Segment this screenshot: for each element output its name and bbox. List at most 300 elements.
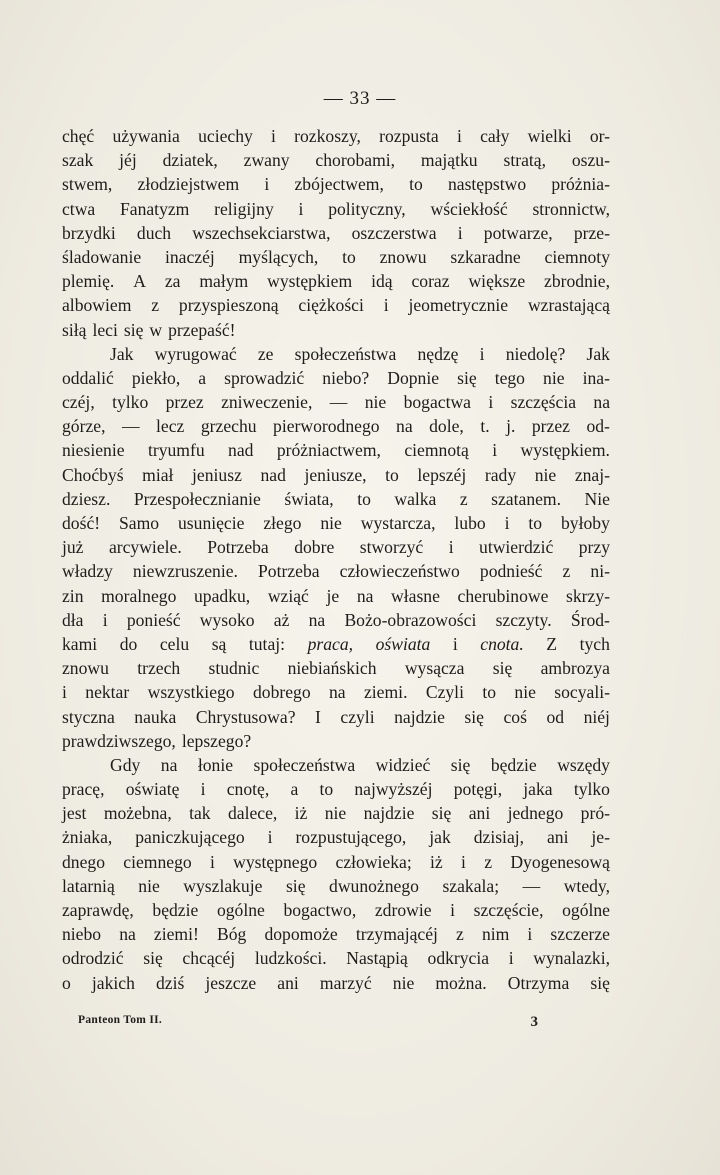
word: niebiańskich (287, 658, 377, 679)
word: nad (260, 464, 286, 485)
word: zwany (243, 150, 290, 171)
word: wtedy, (563, 875, 610, 896)
word: I (315, 706, 321, 727)
word: nędzę (417, 343, 459, 364)
word: wziąć (267, 585, 309, 606)
word: rady (484, 464, 517, 485)
word: są (211, 633, 227, 654)
word: ogólne (216, 900, 265, 920)
word: już (62, 537, 84, 558)
word: leci (92, 319, 118, 340)
word: ogólne (562, 900, 610, 920)
word: sprowadzić (224, 367, 305, 388)
word: prawdziwszego, (62, 730, 176, 751)
word: j. (506, 416, 516, 437)
word: na (396, 416, 413, 437)
word: z (459, 488, 468, 509)
word: podnieść (479, 561, 543, 582)
word: coraz (411, 271, 450, 292)
word: czyli (340, 706, 375, 727)
word: odkrycia (427, 948, 490, 969)
word: styczna (62, 706, 115, 727)
word: będzie (152, 900, 199, 920)
word: się (492, 658, 513, 679)
word: wysącza (404, 658, 465, 679)
word: rozpustującego, (295, 827, 407, 848)
word: zniweczenie, (221, 392, 313, 413)
word: i (102, 609, 108, 630)
word: wysoko (199, 609, 255, 630)
word: możebna, (103, 803, 172, 824)
text-line (62, 874, 610, 898)
word: nie (320, 513, 342, 533)
word: i (492, 440, 498, 461)
text-line (62, 680, 610, 704)
word: na (593, 392, 610, 413)
word: lepszego? (181, 730, 252, 751)
word: człowieka; (335, 851, 412, 872)
word: występkiem (267, 271, 353, 292)
word: następstwo (447, 174, 527, 195)
word: wynalazki, (533, 948, 610, 969)
word: Nastąpią (346, 948, 408, 969)
word: łonie (197, 754, 234, 775)
word: wyszlakuje (183, 875, 263, 896)
word: dobre (294, 537, 335, 558)
text-line (62, 705, 610, 729)
word: z (151, 295, 160, 316)
word: chorobami, (315, 150, 396, 171)
word: próżniactwem, (276, 440, 381, 461)
text-line (62, 366, 610, 390)
word: ani (546, 827, 569, 848)
word: nie (392, 972, 415, 993)
word: rozpusta (379, 126, 439, 146)
word: do (119, 633, 138, 654)
word: rozkoszy, (294, 126, 361, 146)
word: społeczeństwa (253, 754, 356, 775)
text-line (62, 535, 610, 559)
word: jeszcze (205, 972, 257, 993)
text-line (62, 584, 610, 608)
word: stronnictw, (532, 198, 610, 219)
text-line (62, 632, 610, 656)
word: brzydki (62, 222, 116, 243)
word: można. (435, 972, 487, 993)
word: się (285, 875, 306, 896)
word: szczerze (550, 924, 610, 945)
word: i (264, 174, 270, 195)
word: marzyć (319, 972, 372, 993)
word: wszystkiego (147, 682, 235, 703)
text-line (62, 801, 610, 825)
text-line (62, 825, 610, 849)
word: myślących, (238, 246, 319, 267)
word: wielki (527, 126, 572, 146)
word: szak (62, 150, 94, 171)
word: nie (514, 682, 536, 703)
text-line (62, 293, 610, 317)
word: zin (62, 585, 84, 606)
word: wzrastającą (527, 295, 610, 316)
word: szczęście, (473, 900, 544, 920)
word: tego (494, 367, 525, 388)
word: uciechy (198, 126, 253, 146)
word: ponieść (126, 609, 181, 630)
word: znowu (379, 246, 427, 267)
word: tryumfu (147, 440, 205, 461)
word: latarnią (62, 875, 115, 896)
word: Dopnie (387, 367, 440, 388)
word: t. (480, 416, 490, 437)
word: plemię. (62, 271, 115, 292)
word: najwyższéj (354, 779, 433, 800)
word: zbójectwem, (294, 174, 384, 195)
word: używania (112, 126, 180, 146)
word: oszu- (571, 150, 610, 171)
text-line (62, 946, 610, 970)
word: wystarcza, (360, 513, 436, 533)
word: to (528, 513, 543, 533)
word: to (357, 488, 371, 509)
word: jaka (523, 779, 553, 800)
word: pracę, (62, 779, 105, 800)
word: tak (189, 803, 211, 824)
word: Chrystusowa? (195, 706, 296, 727)
word: Przespołecznianie (133, 488, 261, 509)
word: złodziejstwem (137, 174, 240, 195)
text-line (62, 487, 610, 511)
word: trzech (137, 658, 181, 679)
word: przyspieszoną (178, 295, 279, 316)
word: ze (257, 343, 274, 364)
word: na (160, 754, 178, 775)
word: inaczéj (164, 246, 215, 267)
word: od (546, 706, 565, 727)
text-line (62, 221, 610, 245)
word: od- (586, 416, 610, 437)
word: Środ- (570, 609, 610, 630)
word: i (450, 900, 456, 920)
word: ctwa (62, 198, 96, 219)
word: niebo? (322, 367, 370, 388)
word: wszechsekciarstwa, (192, 222, 331, 243)
word: dzisiaj, (473, 827, 525, 848)
word: pró- (580, 803, 610, 824)
word: moralnego (101, 585, 177, 606)
word: występkiem. (520, 440, 610, 461)
word: arcywiele. (108, 537, 182, 558)
word: oszczerstwa (351, 222, 437, 243)
word: Bóg (216, 924, 247, 945)
word: i (209, 851, 215, 872)
word: dwunożnego (329, 875, 419, 896)
word: i (504, 513, 510, 533)
word: cherubinowe (457, 585, 549, 606)
word: i (271, 126, 276, 146)
word: ni- (590, 561, 610, 582)
word: dobrego (252, 682, 311, 703)
text-line (62, 971, 610, 995)
word: Potrzeba (207, 537, 269, 558)
word: większe (468, 271, 526, 292)
word: duch (136, 222, 172, 243)
word: jak (429, 827, 451, 848)
word: miał (142, 464, 174, 485)
word: tylko (112, 392, 149, 413)
word: ina- (582, 367, 610, 388)
word: jakich (91, 972, 135, 993)
word: majątku (420, 150, 478, 171)
word: występnego (233, 851, 318, 872)
word: ziemi. (363, 682, 408, 703)
word: na (356, 585, 374, 606)
word: przez (165, 392, 204, 413)
word: to (482, 682, 497, 703)
word: oświatę (125, 779, 180, 800)
word: zbrodnie, (544, 271, 610, 292)
word: się (431, 803, 452, 824)
word: jest (62, 803, 87, 824)
text-line (62, 511, 610, 535)
word: Choćbyś (62, 464, 124, 485)
word: A (133, 271, 146, 292)
word: małym (199, 271, 249, 292)
word: Nie (584, 488, 610, 509)
word: nie (364, 392, 387, 413)
word: się (450, 754, 471, 775)
word: będzie (490, 754, 537, 775)
word: celu (159, 633, 190, 654)
text-line (62, 922, 610, 946)
word: i (508, 948, 514, 969)
word: jeniusz (192, 464, 242, 485)
text-line (62, 124, 610, 148)
word: niewzruszenie. (132, 561, 238, 582)
word: szczęścia (510, 392, 577, 413)
word: ciemnego (123, 851, 192, 872)
word: i (456, 126, 462, 146)
word: z (456, 924, 464, 945)
word: i (488, 392, 494, 413)
word: je- (591, 827, 610, 848)
word: dła (62, 609, 84, 630)
word: oddalić (62, 367, 114, 388)
word: — (522, 875, 541, 896)
word: próżnia- (551, 174, 610, 195)
word: się (123, 319, 144, 340)
word: na (329, 682, 346, 703)
word: cały (480, 126, 510, 146)
word: or- (589, 126, 610, 146)
word: wyrugować (154, 343, 237, 364)
word: siłą (62, 319, 87, 340)
text-line (62, 438, 610, 462)
word: to (319, 779, 334, 800)
word: a (290, 779, 299, 800)
word: walka (394, 488, 437, 509)
word: zaprawdę, (62, 900, 134, 920)
word: dole, (429, 416, 464, 437)
word: bogactwa (403, 392, 471, 413)
word: chcącéj (182, 948, 236, 969)
word: to (342, 246, 356, 267)
word: — (121, 416, 140, 437)
word: nie (543, 367, 565, 388)
text-line (62, 245, 610, 269)
word: stratą, (503, 150, 546, 171)
word: Otrzyma (507, 972, 570, 993)
word: z (562, 561, 571, 582)
word: oświata (375, 633, 431, 654)
word: nektar (85, 682, 130, 703)
word: jeometrycznie (408, 295, 509, 316)
word: jednego (507, 803, 564, 824)
word: grzechu (200, 416, 257, 437)
word: znaj- (574, 464, 610, 485)
word: dalece, (227, 803, 278, 824)
word: ziemi! (153, 924, 199, 945)
word: polityczny, (328, 198, 406, 219)
word: cnota. (480, 633, 524, 654)
word: się (457, 367, 477, 388)
word: iż (430, 851, 443, 872)
word: tutaj: (248, 633, 286, 654)
word: a (198, 367, 207, 388)
word: piekło, (131, 367, 181, 388)
word: lepszéj (417, 464, 467, 485)
word: Dyogenesową (510, 851, 610, 872)
word: i (527, 924, 533, 945)
word: szkaradne (450, 246, 521, 267)
word: je (326, 585, 340, 606)
word: bogactwo, (283, 900, 357, 920)
word: przepaść! (168, 319, 236, 340)
word: i (267, 827, 273, 848)
word: Jak (110, 343, 134, 364)
word: ludzkości. (254, 948, 327, 969)
word: społeczeństwa (294, 343, 397, 364)
word: najdzie (363, 803, 415, 824)
word: — (329, 392, 348, 413)
word: władzy (62, 561, 113, 582)
text-line (62, 390, 610, 414)
word: dość! (62, 513, 101, 533)
word: to (385, 464, 399, 485)
word: byłoby (561, 513, 610, 533)
word: nauka (134, 706, 177, 727)
word: tych (579, 633, 610, 654)
word: przez (531, 416, 570, 437)
word: idą (371, 271, 393, 292)
word: najdzie (394, 706, 445, 727)
word: świata, (284, 488, 334, 509)
text-line (62, 148, 610, 172)
word: niedolę? (505, 343, 566, 364)
word: wściekłość (430, 198, 508, 219)
word: wszędy (557, 754, 610, 775)
word: szatanem. (491, 488, 562, 509)
word: trzymającéj (355, 924, 438, 945)
word: usunięcie (178, 513, 245, 533)
word: religijny (214, 198, 274, 219)
word: niesienie (62, 440, 125, 461)
word: nad (228, 440, 254, 461)
word: jéj (119, 150, 137, 171)
word: i (200, 779, 206, 800)
word: śladowanie (62, 246, 142, 267)
word: na (119, 924, 136, 945)
word: człowieczeństwo (339, 561, 460, 582)
word: lecz (156, 416, 185, 437)
word: utwierdzić (479, 537, 554, 558)
word: aż (273, 609, 290, 630)
word: dopomoże (264, 924, 338, 945)
word: własne (391, 585, 440, 606)
text-line (62, 656, 610, 680)
word: ambrozya (540, 658, 610, 679)
word: to (409, 174, 423, 195)
word: dnego (62, 851, 105, 872)
text-line (62, 777, 610, 801)
word: i (298, 198, 304, 219)
text-line (62, 318, 610, 342)
word: odrodzić (62, 948, 124, 969)
printer-signature: Panteon Tom II. (78, 1014, 163, 1026)
word: i (452, 633, 458, 654)
word: niebo (62, 924, 102, 945)
word: paniczkującego (135, 827, 245, 848)
text-line (62, 559, 610, 583)
word: nie (534, 464, 557, 485)
sheet-number: 3 (530, 1014, 538, 1030)
word: dziś (155, 972, 185, 993)
word: ani (468, 803, 491, 824)
text-line (62, 414, 610, 438)
text-line (62, 463, 610, 487)
word: się (590, 972, 610, 993)
word: nim (481, 924, 510, 945)
text-line (62, 608, 610, 632)
word: nie (138, 875, 160, 896)
word: pierworodnego (273, 416, 380, 437)
text-line (62, 172, 610, 196)
word: i (457, 222, 463, 243)
word: praca, (307, 633, 354, 654)
word: znowu (62, 658, 109, 679)
word: iż (294, 803, 308, 824)
word: Potrzeba (258, 561, 320, 582)
word: i (461, 851, 466, 872)
word: ciężkości (298, 295, 364, 316)
word: na (308, 609, 326, 630)
word: dziatek, (162, 150, 218, 171)
word: górze, (62, 416, 106, 437)
word: skrzy- (566, 585, 610, 606)
word: jeniusze, (304, 464, 367, 485)
word: czéj, (62, 392, 95, 413)
word: ciemnotą (404, 440, 469, 461)
word: socyali- (554, 682, 610, 703)
word: niéj (583, 706, 610, 727)
word: stwem, (62, 174, 113, 195)
word: dziesz. (62, 488, 111, 509)
word: i (448, 537, 454, 558)
word: potwarze, (483, 222, 553, 243)
word: cnotę, (226, 779, 270, 800)
word: w (149, 319, 163, 340)
word: się (143, 948, 163, 969)
